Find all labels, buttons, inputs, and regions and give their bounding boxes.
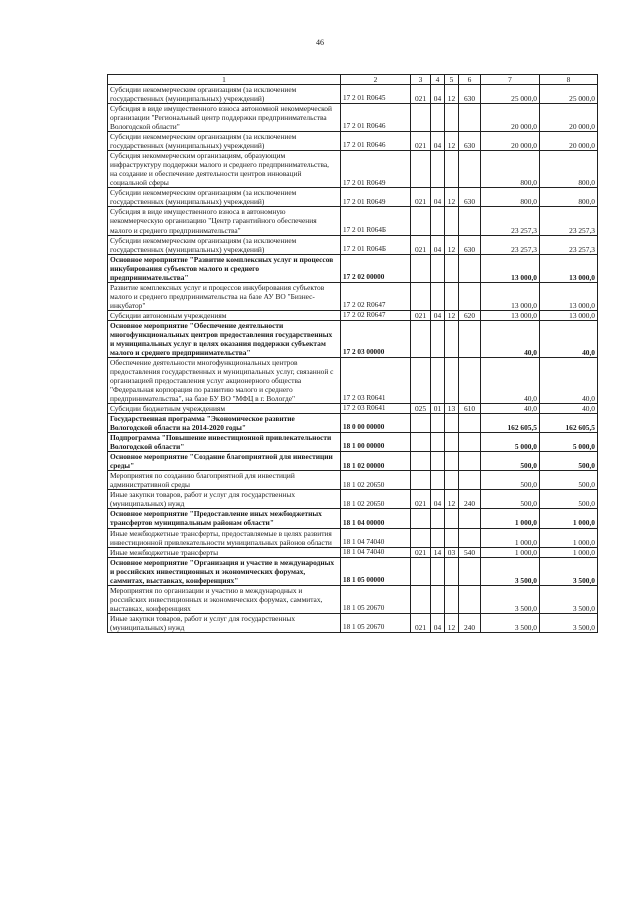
row-amount-col7-cell: 40,0 xyxy=(481,320,540,357)
row-subsection-cell: 03 xyxy=(445,547,459,557)
row-ministry-cell xyxy=(411,557,431,585)
row-code-cell: 17 2 02 00000 xyxy=(341,254,411,282)
row-ministry-cell: 021 xyxy=(411,132,431,151)
row-amount-col8-cell: 23 257,3 xyxy=(540,207,598,235)
row-code-cell: 17 2 01 R0646 xyxy=(341,132,411,151)
row-expense-type-cell xyxy=(459,528,481,547)
table-row xyxy=(108,404,598,414)
row-code-cell: 18 1 02 20650 xyxy=(341,490,411,509)
row-amount-col7-cell: 500,0 xyxy=(481,471,540,490)
row-subsection-cell xyxy=(445,104,459,132)
row-name-cell: Субсидии некоммерческим организациям (за исключением государственных (муниципальных) учреждений) xyxy=(108,85,341,104)
row-name-cell: Субсидии некоммерческим организациям (за исключением государственных (муниципальных) учреждений) xyxy=(108,132,341,151)
row-amount-col8-cell: 800,0 xyxy=(540,151,598,188)
row-expense-type-cell: 630 xyxy=(459,235,481,254)
row-amount-col7-cell: 1 000,0 xyxy=(481,547,540,557)
row-code-cell: 18 1 04 00000 xyxy=(341,509,411,528)
row-expense-type-cell xyxy=(459,414,481,433)
row-section-cell: 01 xyxy=(431,404,445,414)
table-header-row xyxy=(108,75,598,85)
row-code-cell: 17 2 01 R0645 xyxy=(341,85,411,104)
row-amount-col7-cell: 23 257,3 xyxy=(481,235,540,254)
header-cell-5: 5 xyxy=(445,75,459,85)
header-cell-1: 1 xyxy=(108,75,341,85)
row-section-cell xyxy=(431,585,445,613)
row-subsection-cell xyxy=(445,528,459,547)
row-section-cell xyxy=(431,254,445,282)
row-name-cell: Обеспечение деятельности многофункциональных центров предоставления государственных и муниципальных услуг, связанной с организацией предоставления услуг акционерного общества "Федеральная корпорация по развитию малого и среднего предпринимательства", на базе БУ ВО "МФЦ в г. Вологде" xyxy=(108,357,341,403)
row-amount-col8-cell: 800,0 xyxy=(540,188,598,207)
row-ministry-cell xyxy=(411,585,431,613)
row-expense-type-cell: 540 xyxy=(459,547,481,557)
row-name-cell: Основное мероприятие "Обеспечение деятельности многофункциональных центров предоставления государственных и муниципальных услуг в целях оказания поддержки субъектам малого и среднего предпринимательства" xyxy=(108,320,341,357)
row-amount-col8-cell: 40,0 xyxy=(540,404,598,414)
row-ministry-cell: 021 xyxy=(411,235,431,254)
row-subsection-cell: 12 xyxy=(445,490,459,509)
table-row xyxy=(108,254,598,282)
header-cell-3: 3 xyxy=(411,75,431,85)
row-ministry-cell xyxy=(411,433,431,452)
row-amount-col8-cell: 500,0 xyxy=(540,452,598,471)
row-amount-col7-cell: 23 257,3 xyxy=(481,207,540,235)
row-amount-col8-cell: 1 000,0 xyxy=(540,528,598,547)
row-section-cell: 04 xyxy=(431,188,445,207)
row-name-cell: Субсидия в виде имущественного взноса в автономную некоммерческую организацию "Центр гарантийного обеспечения малого и среднего предпринимательства" xyxy=(108,207,341,235)
table-row xyxy=(108,490,598,509)
row-section-cell xyxy=(431,528,445,547)
table-row xyxy=(108,557,598,585)
row-section-cell xyxy=(431,414,445,433)
row-subsection-cell xyxy=(445,433,459,452)
row-expense-type-cell xyxy=(459,509,481,528)
table-row xyxy=(108,528,598,547)
row-subsection-cell xyxy=(445,452,459,471)
row-amount-col7-cell: 25 000,0 xyxy=(481,85,540,104)
row-name-cell: Субсидия некоммерческим организациям, образующим инфраструктуру поддержки малого и среднего предпринимательства, на создание и обеспечение деятельности центров инноваций социальной сферы xyxy=(108,151,341,188)
row-code-cell: 17 2 01 R0649 xyxy=(341,188,411,207)
row-section-cell xyxy=(431,320,445,357)
header-cell-6: 6 xyxy=(459,75,481,85)
row-section-cell: 04 xyxy=(431,85,445,104)
row-section-cell: 04 xyxy=(431,310,445,320)
row-code-cell: 17 2 02 R0647 xyxy=(341,310,411,320)
row-code-cell: 18 1 05 20670 xyxy=(341,613,411,632)
row-expense-type-cell xyxy=(459,151,481,188)
row-subsection-cell: 13 xyxy=(445,404,459,414)
row-name-cell: Иные межбюджетные трансферты xyxy=(108,547,341,557)
row-section-cell xyxy=(431,557,445,585)
row-expense-type-cell xyxy=(459,471,481,490)
row-ministry-cell: 021 xyxy=(411,490,431,509)
table-row xyxy=(108,509,598,528)
row-expense-type-cell xyxy=(459,585,481,613)
row-amount-col8-cell: 40,0 xyxy=(540,357,598,403)
row-expense-type-cell xyxy=(459,282,481,310)
row-amount-col8-cell: 13 000,0 xyxy=(540,310,598,320)
table-row xyxy=(108,85,598,104)
row-ministry-cell xyxy=(411,282,431,310)
row-amount-col7-cell: 3 500,0 xyxy=(481,557,540,585)
row-name-cell: Государственная программа "Экономическое развитие Вологодской области на 2014-2020 годы" xyxy=(108,414,341,433)
row-ministry-cell xyxy=(411,320,431,357)
row-amount-col8-cell: 500,0 xyxy=(540,490,598,509)
row-section-cell: 04 xyxy=(431,132,445,151)
row-code-cell: 18 1 04 74040 xyxy=(341,547,411,557)
row-code-cell: 17 2 01 R0649 xyxy=(341,151,411,188)
row-expense-type-cell: 630 xyxy=(459,188,481,207)
row-ministry-cell xyxy=(411,471,431,490)
row-subsection-cell xyxy=(445,357,459,403)
row-expense-type-cell: 620 xyxy=(459,310,481,320)
row-name-cell: Основное мероприятие "Предоставление иных межбюджетных трансфертов муниципальным районам области" xyxy=(108,509,341,528)
row-expense-type-cell: 630 xyxy=(459,132,481,151)
row-amount-col7-cell: 500,0 xyxy=(481,452,540,471)
row-amount-col7-cell: 40,0 xyxy=(481,404,540,414)
row-amount-col7-cell: 40,0 xyxy=(481,357,540,403)
row-amount-col8-cell: 40,0 xyxy=(540,320,598,357)
row-subsection-cell xyxy=(445,585,459,613)
table-row xyxy=(108,151,598,188)
table-row xyxy=(108,104,598,132)
row-amount-col7-cell: 3 500,0 xyxy=(481,613,540,632)
row-expense-type-cell: 240 xyxy=(459,613,481,632)
row-section-cell xyxy=(431,357,445,403)
row-code-cell: 17 2 01 R064Б xyxy=(341,235,411,254)
row-code-cell: 18 1 02 20650 xyxy=(341,471,411,490)
row-name-cell: Иные закупки товаров, работ и услуг для государственных (муниципальных) нужд xyxy=(108,490,341,509)
row-code-cell: 17 2 01 R064Б xyxy=(341,207,411,235)
row-amount-col8-cell: 20 000,0 xyxy=(540,132,598,151)
row-section-cell: 04 xyxy=(431,490,445,509)
row-subsection-cell xyxy=(445,471,459,490)
row-name-cell: Развитие комплексных услуг и процессов инкубирования субъектов малого и среднего предпринимательства на базе АУ ВО "Бизнес-инкубатор" xyxy=(108,282,341,310)
row-ministry-cell: 021 xyxy=(411,85,431,104)
row-amount-col7-cell: 20 000,0 xyxy=(481,132,540,151)
row-name-cell: Иные межбюджетные трансферты, предоставляемые в целях развития инвестиционной привлекательности муниципальных районов области xyxy=(108,528,341,547)
row-code-cell: 18 1 05 00000 xyxy=(341,557,411,585)
row-amount-col7-cell: 800,0 xyxy=(481,151,540,188)
row-amount-col7-cell: 20 000,0 xyxy=(481,104,540,132)
row-subsection-cell xyxy=(445,557,459,585)
row-amount-col7-cell: 162 605,5 xyxy=(481,414,540,433)
row-amount-col7-cell: 13 000,0 xyxy=(481,254,540,282)
row-name-cell: Субсидии автономным учреждениям xyxy=(108,310,341,320)
row-subsection-cell xyxy=(445,207,459,235)
row-code-cell: 18 1 05 20670 xyxy=(341,585,411,613)
row-name-cell: Мероприятия по организации и участию в международных и российских инвестиционных и экономических форумах, саммитах, выставках, конференциях xyxy=(108,585,341,613)
row-ministry-cell: 021 xyxy=(411,188,431,207)
row-subsection-cell: 12 xyxy=(445,132,459,151)
row-ministry-cell xyxy=(411,254,431,282)
row-subsection-cell xyxy=(445,320,459,357)
row-expense-type-cell: 610 xyxy=(459,404,481,414)
table-row xyxy=(108,310,598,320)
row-amount-col8-cell: 1 000,0 xyxy=(540,509,598,528)
row-section-cell xyxy=(431,104,445,132)
row-ministry-cell: 021 xyxy=(411,547,431,557)
row-subsection-cell xyxy=(445,414,459,433)
row-amount-col8-cell: 13 000,0 xyxy=(540,282,598,310)
table-row xyxy=(108,613,598,632)
row-amount-col7-cell: 800,0 xyxy=(481,188,540,207)
row-expense-type-cell xyxy=(459,320,481,357)
row-subsection-cell xyxy=(445,282,459,310)
row-section-cell xyxy=(431,151,445,188)
row-expense-type-cell: 630 xyxy=(459,85,481,104)
row-code-cell: 18 1 04 74040 xyxy=(341,528,411,547)
row-expense-type-cell: 240 xyxy=(459,490,481,509)
row-subsection-cell xyxy=(445,509,459,528)
row-amount-col7-cell: 13 000,0 xyxy=(481,282,540,310)
row-amount-col7-cell: 13 000,0 xyxy=(481,310,540,320)
row-name-cell: Субсидии некоммерческим организациям (за исключением государственных (муниципальных) учреждений) xyxy=(108,235,341,254)
row-expense-type-cell xyxy=(459,557,481,585)
row-amount-col8-cell: 20 000,0 xyxy=(540,104,598,132)
row-ministry-cell xyxy=(411,452,431,471)
row-amount-col7-cell: 1 000,0 xyxy=(481,528,540,547)
table-row xyxy=(108,188,598,207)
row-amount-col8-cell: 500,0 xyxy=(540,471,598,490)
row-amount-col7-cell: 3 500,0 xyxy=(481,585,540,613)
row-amount-col8-cell: 23 257,3 xyxy=(540,235,598,254)
row-expense-type-cell xyxy=(459,452,481,471)
row-ministry-cell xyxy=(411,151,431,188)
header-cell-2: 2 xyxy=(341,75,411,85)
row-name-cell: Основное мероприятие "Развитие комплексных услуг и процессов инкубирования субъектов малого и среднего предпринимательства" xyxy=(108,254,341,282)
header-cell-8: 8 xyxy=(540,75,598,85)
table-row xyxy=(108,452,598,471)
row-amount-col8-cell: 3 500,0 xyxy=(540,585,598,613)
row-amount-col7-cell: 1 000,0 xyxy=(481,509,540,528)
row-amount-col8-cell: 3 500,0 xyxy=(540,557,598,585)
row-ministry-cell xyxy=(411,207,431,235)
header-cell-7: 7 xyxy=(481,75,540,85)
row-subsection-cell: 12 xyxy=(445,613,459,632)
row-expense-type-cell xyxy=(459,433,481,452)
row-ministry-cell xyxy=(411,414,431,433)
row-name-cell: Основное мероприятие "Создание благоприятной для инвестиции среды" xyxy=(108,452,341,471)
row-code-cell: 17 2 03 R0641 xyxy=(341,357,411,403)
table-row xyxy=(108,320,598,357)
row-amount-col7-cell: 5 000,0 xyxy=(481,433,540,452)
row-name-cell: Мероприятия по созданию благоприятной для инвестиций административной среды xyxy=(108,471,341,490)
row-amount-col8-cell: 13 000,0 xyxy=(540,254,598,282)
row-subsection-cell xyxy=(445,151,459,188)
budget-table xyxy=(107,74,598,633)
row-section-cell xyxy=(431,282,445,310)
row-name-cell: Иные закупки товаров, работ и услуг для государственных (муниципальных) нужд xyxy=(108,613,341,632)
row-ministry-cell xyxy=(411,509,431,528)
table-row xyxy=(108,282,598,310)
table-row xyxy=(108,235,598,254)
row-section-cell xyxy=(431,207,445,235)
row-ministry-cell xyxy=(411,104,431,132)
page-number: 46 xyxy=(316,38,324,47)
row-amount-col7-cell: 500,0 xyxy=(481,490,540,509)
table-row xyxy=(108,547,598,557)
row-name-cell: Субсидия в виде имущественного взноса автономной некоммерческой организации "Региональный центр поддержки предпринимательства Вологодской области" xyxy=(108,104,341,132)
table-row xyxy=(108,207,598,235)
row-subsection-cell: 12 xyxy=(445,188,459,207)
table-row xyxy=(108,357,598,403)
row-code-cell: 18 0 00 00000 xyxy=(341,414,411,433)
row-ministry-cell: 021 xyxy=(411,310,431,320)
row-name-cell: Подпрограмма "Повышение инвестиционной привлекательности Вологодской области" xyxy=(108,433,341,452)
table-row xyxy=(108,132,598,151)
row-subsection-cell: 12 xyxy=(445,310,459,320)
row-section-cell xyxy=(431,471,445,490)
row-expense-type-cell xyxy=(459,357,481,403)
row-expense-type-cell xyxy=(459,207,481,235)
row-section-cell: 14 xyxy=(431,547,445,557)
row-subsection-cell xyxy=(445,254,459,282)
row-amount-col8-cell: 3 500,0 xyxy=(540,613,598,632)
row-ministry-cell: 025 xyxy=(411,404,431,414)
row-section-cell xyxy=(431,433,445,452)
header-cell-4: 4 xyxy=(431,75,445,85)
row-code-cell: 17 2 01 R0646 xyxy=(341,104,411,132)
table-row xyxy=(108,433,598,452)
row-expense-type-cell xyxy=(459,254,481,282)
table-row xyxy=(108,471,598,490)
row-code-cell: 18 1 00 00000 xyxy=(341,433,411,452)
row-name-cell: Субсидии бюджетным учреждениям xyxy=(108,404,341,414)
row-amount-col8-cell: 1 000,0 xyxy=(540,547,598,557)
row-name-cell: Основное мероприятие "Организация и участие в международных и российских инвестиционных и экономических форумах, саммитах, выставках, конференциях" xyxy=(108,557,341,585)
table-row xyxy=(108,414,598,433)
row-code-cell: 17 2 03 00000 xyxy=(341,320,411,357)
row-amount-col8-cell: 25 000,0 xyxy=(540,85,598,104)
row-amount-col8-cell: 5 000,0 xyxy=(540,433,598,452)
row-expense-type-cell xyxy=(459,104,481,132)
row-ministry-cell xyxy=(411,357,431,403)
row-section-cell: 04 xyxy=(431,235,445,254)
row-code-cell: 17 2 03 R0641 xyxy=(341,404,411,414)
row-subsection-cell: 12 xyxy=(445,235,459,254)
row-ministry-cell xyxy=(411,528,431,547)
row-code-cell: 18 1 02 00000 xyxy=(341,452,411,471)
row-ministry-cell: 021 xyxy=(411,613,431,632)
row-name-cell: Субсидии некоммерческим организациям (за исключением государственных (муниципальных) учреждений) xyxy=(108,188,341,207)
row-code-cell: 17 2 02 R0647 xyxy=(341,282,411,310)
row-section-cell: 04 xyxy=(431,613,445,632)
row-section-cell xyxy=(431,452,445,471)
row-amount-col8-cell: 162 605,5 xyxy=(540,414,598,433)
row-section-cell xyxy=(431,509,445,528)
row-subsection-cell: 12 xyxy=(445,85,459,104)
table-row xyxy=(108,585,598,613)
